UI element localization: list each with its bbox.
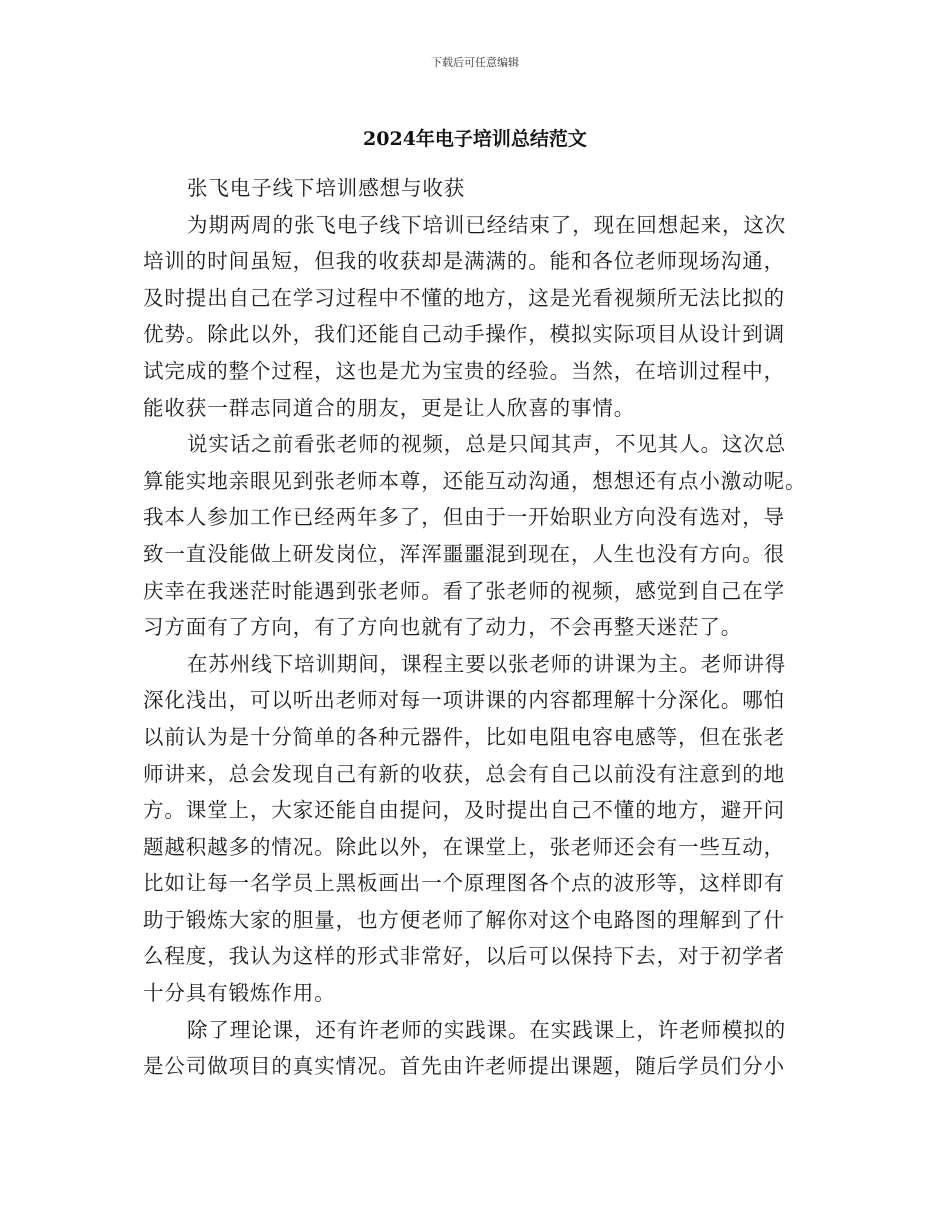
subheading: 张飞电子线下培训感想与收获	[187, 176, 466, 200]
document-body	[143, 170, 813, 1085]
paragraph-line: 深化浅出，可以听出老师对每一项讲课的内容都理解十分深化。哪怕	[143, 688, 785, 713]
paragraph-line: 是公司做项目的真实情况。首先由许老师提出课题，随后学员们分小	[143, 1054, 785, 1079]
paragraph-line: 么程度，我认为这样的形式非常好，以后可以保持下去，对于初学者	[143, 944, 785, 969]
paragraph-line: 师讲来，总会发现自己有新的收获，总会有自己以前没有注意到的地	[143, 761, 785, 786]
paragraph-line: 致一直没能做上研发岗位，浑浑噩噩混到现在，人生也没有方向。很	[143, 541, 785, 566]
paragraph-line: 优势。除此以外，我们还能自己动手操作，模拟实际项目从设计到调	[143, 322, 785, 347]
paragraph-line: 习方面有了方向，有了方向也就有了动力，不会再整天迷茫了。	[143, 615, 743, 640]
paragraph-line: 培训的时间虽短，但我的收获却是满满的。能和各位老师现场沟通，	[143, 249, 785, 274]
paragraph-line: 在苏州线下培训期间，课程主要以张老师的讲课为主。老师讲得	[187, 651, 787, 676]
paragraph-line: 能收获一群志同道合的朋友，更是让人欣喜的事情。	[143, 395, 636, 420]
document-title: 2024年电子培训总结范文	[363, 128, 587, 150]
paragraph-line: 试完成的整个过程，这也是尤为宝贵的经验。当然，在培训过程中，	[143, 358, 785, 383]
paragraph-line: 说实话之前看张老师的视频，总是只闻其声，不见其人。这次总	[187, 432, 787, 457]
paragraph-line: 题越积越多的情况。除此以外，在课堂上，张老师还会有一些互动，	[143, 834, 785, 859]
paragraph-line: 助于锻炼大家的胆量，也方便老师了解你对这个电路图的理解到了什	[143, 907, 785, 932]
paragraph-line: 为期两周的张飞电子线下培训已经结束了，现在回想起来，这次	[187, 212, 787, 237]
paragraph-line: 比如让每一名学员上黑板画出一个原理图各个点的波形等，这样即有	[143, 871, 785, 896]
header-note: 下载后可任意编辑	[431, 56, 519, 69]
paragraph-line: 方。课堂上，大家还能自由提问，及时提出自己不懂的地方，避开问	[143, 798, 785, 823]
paragraph-line: 我本人参加工作已经两年多了，但由于一开始职业方向没有选对，导	[143, 505, 785, 530]
paragraph-line: 庆幸在我迷茫时能遇到张老师。看了张老师的视频，感觉到自己在学	[143, 578, 785, 603]
paragraph-line: 除了理论课，还有许老师的实践课。在实践课上，许老师模拟的	[187, 1017, 787, 1042]
paragraph-line: 以前认为是十分简单的各种元器件，比如电阻电容电感等，但在张老	[143, 724, 785, 749]
paragraph-line: 十分具有锻炼作用。	[143, 981, 336, 1006]
paragraph-line: 算能实地亲眼见到张老师本尊，还能互动沟通，想想还有点小激动呢。	[143, 468, 807, 493]
paragraph-line: 及时提出自己在学习过程中不懂的地方，这是光看视频所无法比拟的	[143, 285, 785, 310]
